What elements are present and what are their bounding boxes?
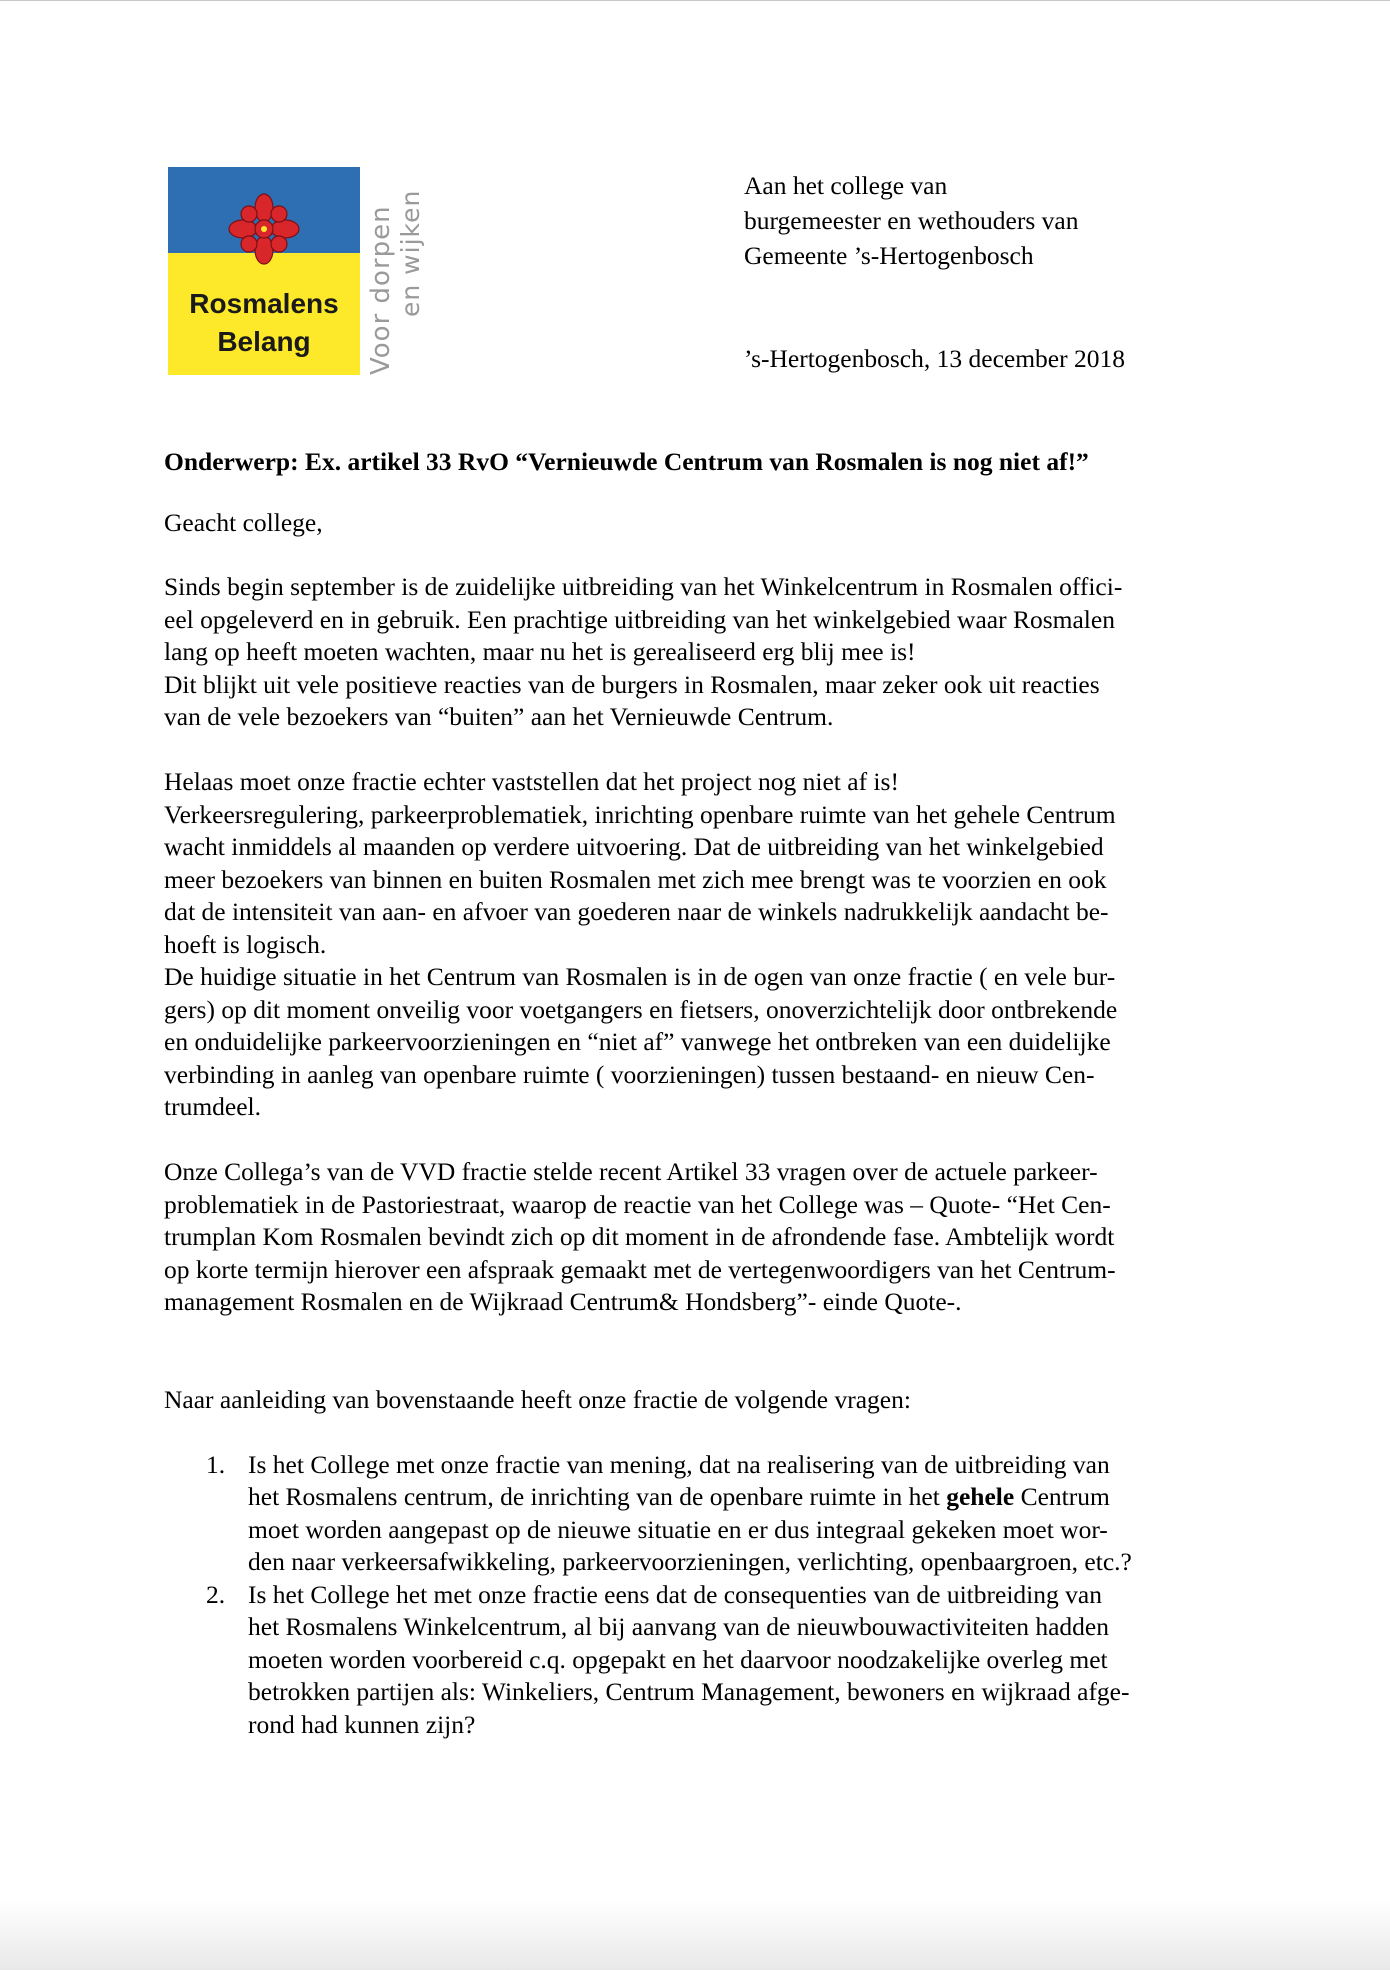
letter-body <box>164 446 1224 1741</box>
text-line: van de vele bezoekers van “buiten” aan het Vernieuwde Centrum. <box>164 702 834 731</box>
text-line: Verkeersregulering, parkeerproblematiek, inrichting openbare ruimte van het gehele Centrum <box>164 799 1116 829</box>
paragraph-3 <box>164 1156 1224 1319</box>
text-line: eel opgeleverd en in gebruik. Een prachtige uitbreiding van het winkelgebied waar Rosmalen <box>164 604 1115 634</box>
paragraph-4: Naar aanleiding van bovenstaande heeft onze fractie de volgende vragen: <box>164 1384 911 1414</box>
recipient-line: burgemeester en wethouders van <box>744 206 1079 235</box>
paragraph-1 <box>164 571 1224 734</box>
text-line: management Rosmalen en de Wijkraad Centrum& Hondsberg”- einde Quote-. <box>164 1287 962 1316</box>
question-item <box>164 1579 1224 1742</box>
text-line: en onduidelijke parkeervoorzieningen en “niet af” vanwege het ontbreken van een duidelijke <box>164 1027 1111 1056</box>
tagline-line2: en wijken <box>396 189 425 317</box>
text-segment: het Rosmalens centrum, de inrichting van de openbare ruimte in het <box>248 1482 947 1511</box>
text-line: moet worden aangepast op de nieuwe situatie en er dus integraal gekeken moet wor- <box>248 1514 1108 1544</box>
text-line: problematiek in de Pastoriestraat, waarop de reactie van het College was – Quote- “Het Cen- <box>164 1189 1111 1219</box>
text-line: rond had kunnen zijn? <box>248 1709 476 1739</box>
text-line: Is het College het met onze fractie eens dat de consequenties van de uitbreiding van <box>248 1579 1102 1609</box>
text-line: Dit blijkt uit vele positieve reacties van de burgers in Rosmalen, maar zeker ook uit reacties <box>164 669 1100 699</box>
logo-tagline <box>360 167 430 375</box>
text-line: verbinding in aanleg van openbare ruimte ( voorzieningen) tussen bestaand- en nieuw Cen- <box>164 1059 1095 1089</box>
text-line: meer bezoekers van binnen en buiten Rosmalen met zich mee brengt was te voorzien en ook <box>164 864 1107 894</box>
text-line: Helaas moet onze fractie echter vaststellen dat het project nog niet af is! <box>164 767 899 796</box>
letter-subject: Onderwerp: Ex. artikel 33 RvO “Vernieuwde Centrum van Rosmalen is nog niet af!” <box>164 447 1089 476</box>
paragraph-2 <box>164 766 1224 1124</box>
text-segment: Centrum <box>1014 1482 1110 1511</box>
text-line <box>248 1481 1224 1514</box>
text-line: het Rosmalens Winkelcentrum, al bij aanvang van de nieuwbouwactiviteiten hadden <box>248 1612 1109 1641</box>
letter-greeting: Geacht college, <box>164 507 323 537</box>
text-line: trumdeel. <box>164 1092 262 1121</box>
logo-name-line1: Rosmalens <box>189 288 339 319</box>
text-line: De huidige situatie in het Centrum van Rosmalen is in de ogen van onze fractie ( en vele bur- <box>164 962 1116 991</box>
flower-icon <box>228 193 300 265</box>
text-line: gers) op dit moment onveilig voor voetgangers en fietsers, onoverzichtelijk door ontbrekende <box>164 994 1118 1024</box>
text-line: lang op heeft moeten wachten, maar nu het is gerealiseerd erg blij mee is! <box>164 637 916 666</box>
page-bottom-shadow <box>0 1900 1390 1970</box>
text-line: dat de intensiteit van aan- en afvoer van goederen naar de winkels nadrukkelijk aandacht be- <box>164 897 1109 926</box>
text-line: trumplan Kom Rosmalen bevindt zich op dit moment in de afrondende fase. Ambtelijk wordt <box>164 1222 1115 1251</box>
text-line: moeten worden voorbereid c.q. opgepakt en het daarvoor noodzakelijke overleg met <box>248 1644 1108 1674</box>
text-line: den naar verkeersafwikkeling, parkeervoorzieningen, verlichting, openbaargroen, etc.? <box>248 1547 1132 1576</box>
question-number: 2. <box>206 1579 226 1609</box>
text-line: Onze Collega’s van de VVD fractie stelde recent Artikel 33 vragen over de actuele parkeer- <box>164 1157 1098 1186</box>
text-line: hoeft is logisch. <box>164 929 327 959</box>
text-line: op korte termijn hierover een afspraak gemaakt met de vertegenwoordigers van het Centrum- <box>164 1254 1116 1284</box>
recipient-line: Gemeente ’s-Hertogenbosch <box>744 241 1034 270</box>
bold-emphasis: gehele <box>946 1482 1015 1511</box>
recipient-line: Aan het college van <box>744 171 948 200</box>
tagline-line1: Voor dorpen <box>366 205 396 375</box>
logo-name-line2: Belang <box>217 326 311 357</box>
recipient-address <box>744 168 1078 273</box>
text-line: Is het College met onze fractie van mening, dat na realisering van de uitbreiding van <box>248 1449 1110 1479</box>
question-number: 1. <box>206 1449 226 1479</box>
rosmalens-belang-logo <box>168 167 360 375</box>
page-top-border <box>0 0 1390 1</box>
text-line: wacht inmiddels al maanden op verdere uitvoering. Dat de uitbreiding van het winkelgebied <box>164 832 1104 861</box>
letter-date: ’s-Hertogenbosch, 13 december 2018 <box>744 344 1125 373</box>
logo-name <box>168 285 360 361</box>
text-line: Sinds begin september is de zuidelijke uitbreiding van het Winkelcentrum in Rosmalen offici- <box>164 572 1123 601</box>
text-line: betrokken partijen als: Winkeliers, Centrum Management, bewoners en wijkraad afge- <box>248 1677 1130 1706</box>
question-item <box>164 1449 1224 1579</box>
questions-list <box>164 1449 1224 1742</box>
